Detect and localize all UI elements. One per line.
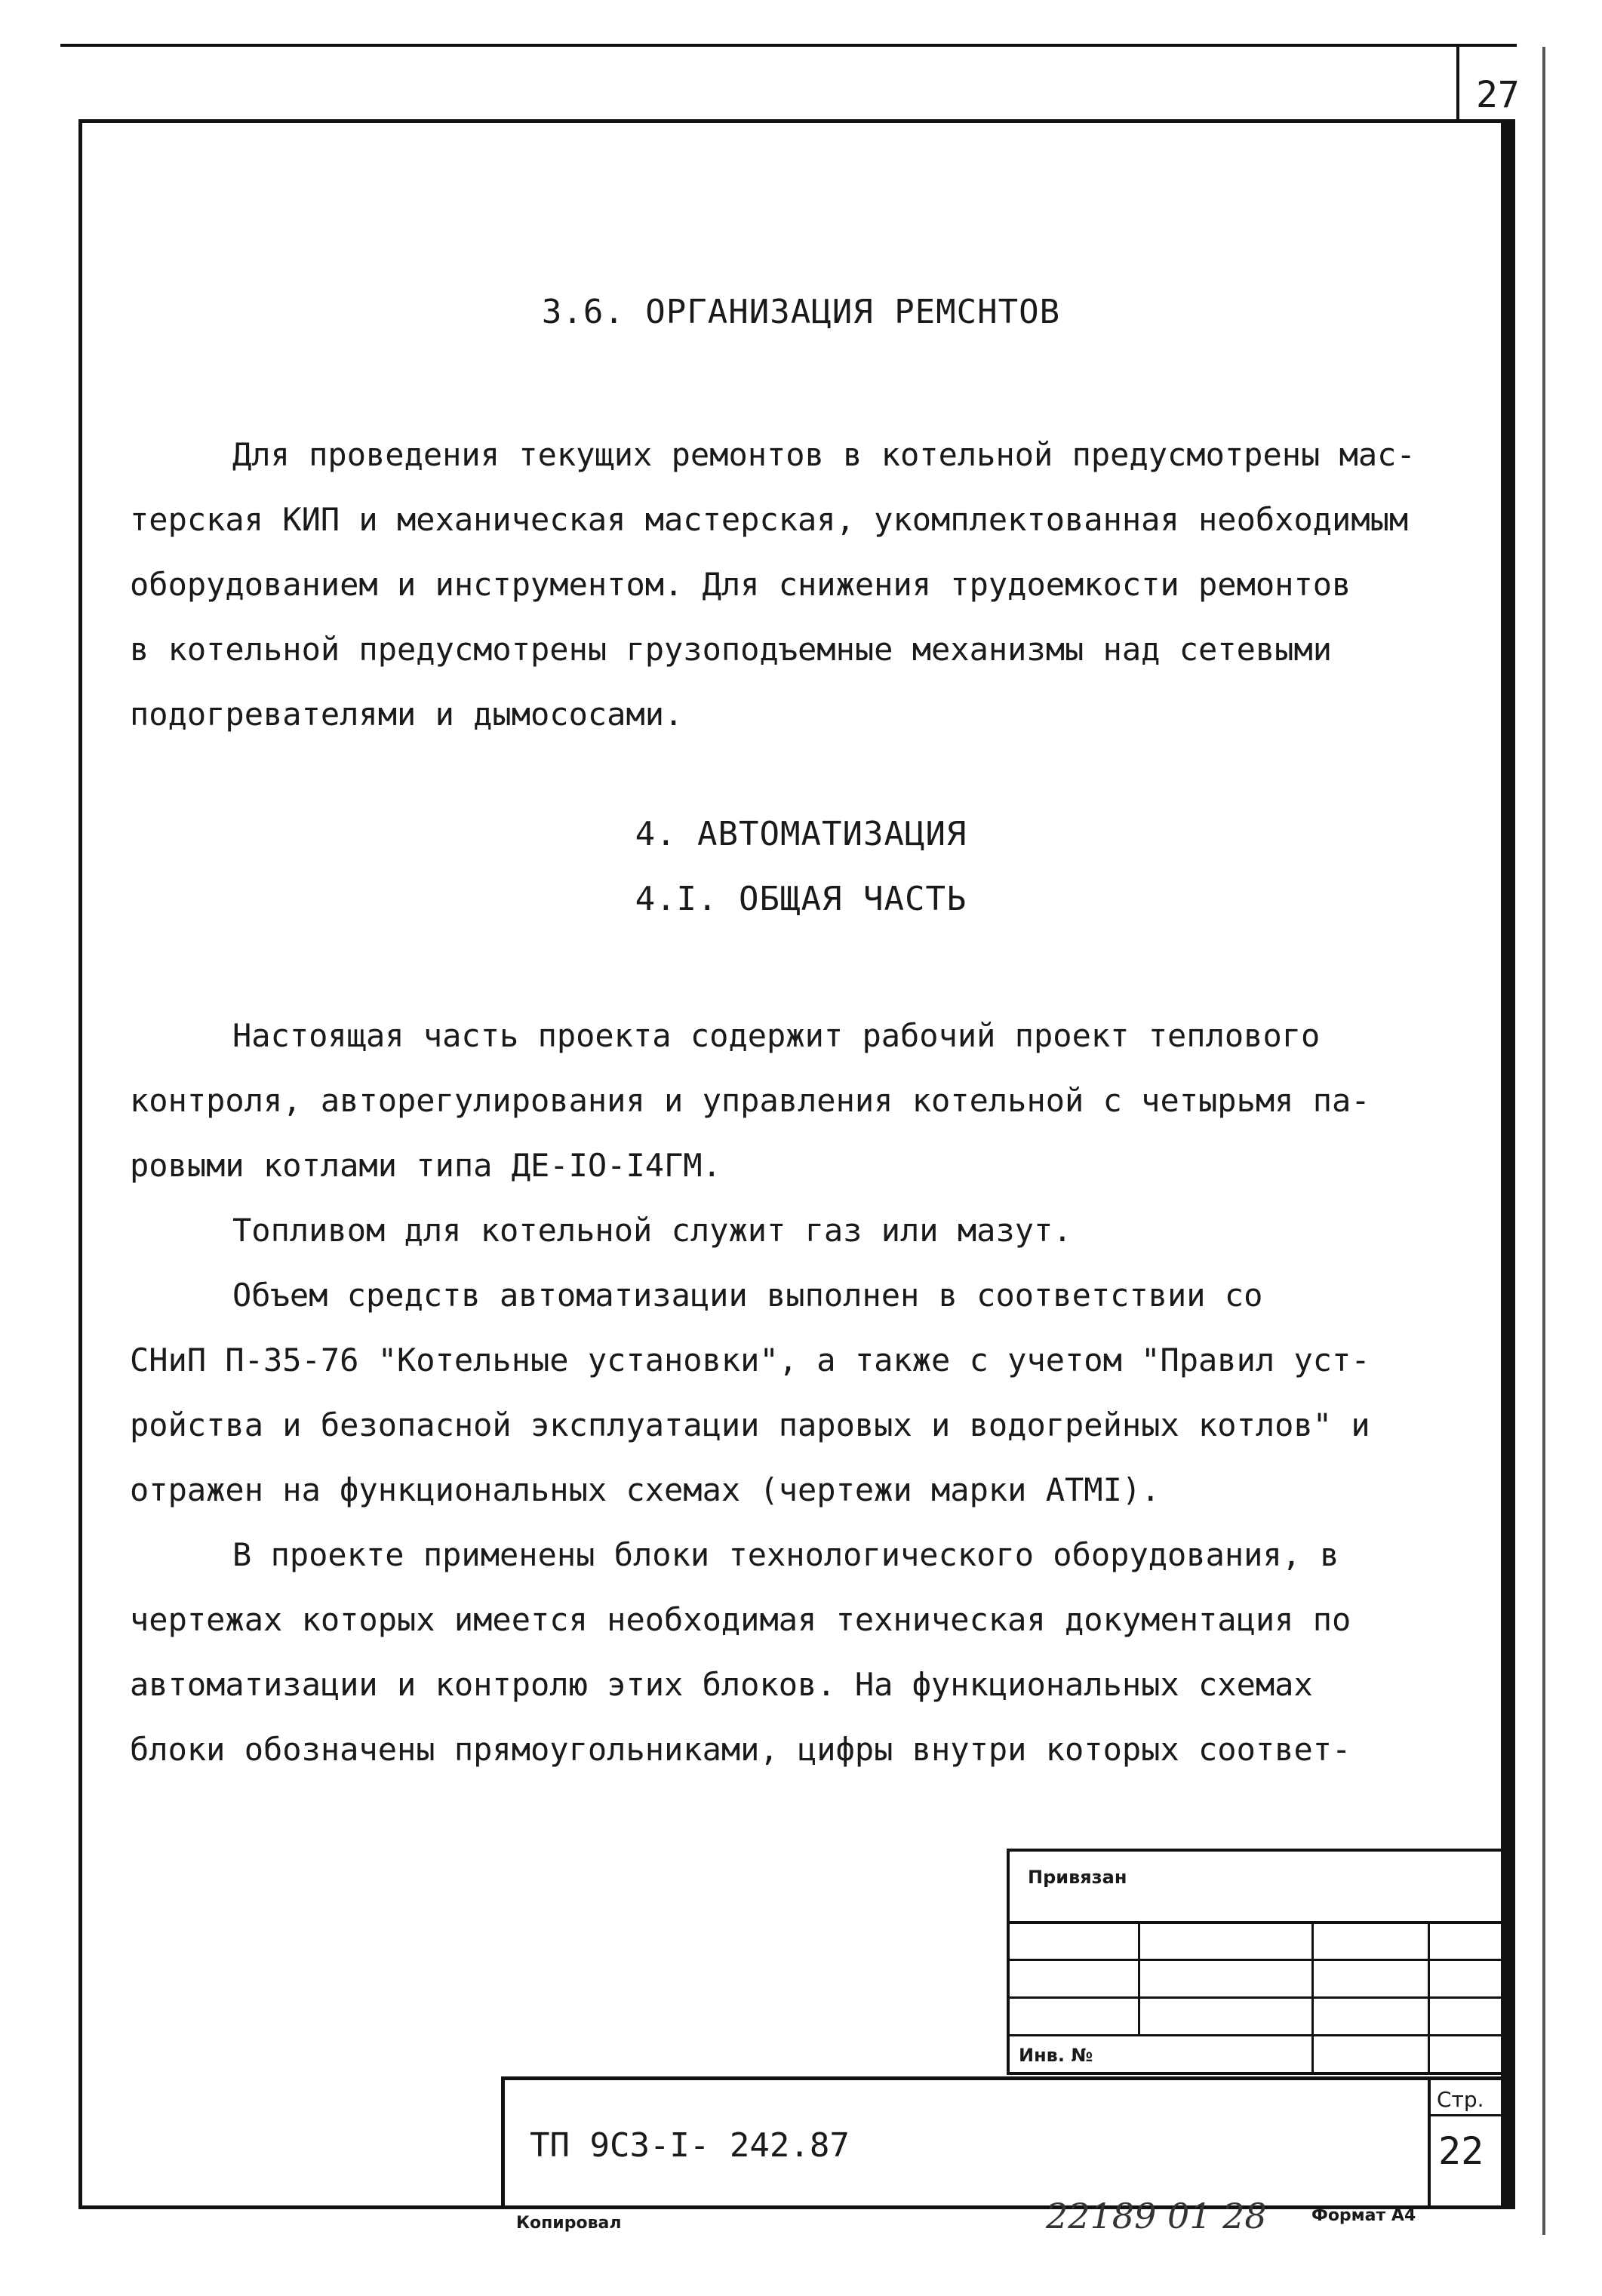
page-value: 22 bbox=[1438, 2129, 1484, 2173]
tb-vline bbox=[1428, 1921, 1430, 2075]
text-line: отражен на функциональных схемах (чертежи марки АТМI). bbox=[130, 1471, 1161, 1508]
tb-hline bbox=[1007, 1996, 1505, 1999]
section-4-1-text bbox=[130, 1004, 1488, 1782]
text-line: Топливом для котельной служит газ или мазут. bbox=[232, 1212, 1072, 1249]
text-line: автоматизации и контролю этих блоков. На функциональных схемах bbox=[130, 1666, 1313, 1703]
inv-number-label: Инв. № bbox=[1019, 2045, 1093, 2066]
tb-hline bbox=[1007, 1959, 1505, 1961]
tb-vline bbox=[1138, 1921, 1140, 2034]
text-line: Настоящая часть проекта содержит рабочий проект теплового bbox=[232, 1017, 1321, 1054]
page-label: Стр. bbox=[1437, 2087, 1484, 2112]
handwritten-number: 22189 01 28 bbox=[1046, 2196, 1267, 2236]
format-label: Формат А4 bbox=[1311, 2206, 1416, 2225]
page-cell-vline bbox=[1428, 2076, 1431, 2209]
document-code: ТП 9С3-I- 242.87 bbox=[530, 2126, 850, 2165]
page-number-top: 27 bbox=[1476, 74, 1520, 116]
text-line: блоки обозначены прямоугольниками, цифры внутри которых соответ- bbox=[130, 1731, 1351, 1768]
text-line: в котельной предусмотрены грузоподъемные механизмы над сетевыми bbox=[130, 631, 1333, 668]
text-line: подогревателями и дымососами. bbox=[130, 696, 684, 733]
text-line: ровыми котлами типа ДЕ-IO-I4ГМ. bbox=[130, 1147, 721, 1184]
far-right-rule bbox=[1542, 47, 1545, 2235]
page-cell-hline bbox=[1428, 2114, 1505, 2116]
text-line: чертежах которых имеется необходимая техническая документация по bbox=[130, 1601, 1351, 1638]
tb-hline bbox=[1007, 2034, 1505, 2036]
text-line: СНиП П-35-76 "Котельные установки", а также с учетом "Правил уст- bbox=[130, 1342, 1370, 1379]
text-line: Объем средств автоматизации выполнен в соответствии со bbox=[232, 1277, 1263, 1314]
tb-hline bbox=[1007, 1921, 1505, 1924]
text-line: контроля, авторегулирования и управления котельной с четырьмя па- bbox=[130, 1082, 1370, 1119]
page-number-box bbox=[1456, 47, 1545, 119]
privyazan-label: Привязан bbox=[1028, 1867, 1127, 1888]
text-line: ройства и безопасной эксплуатации паровых и водогрейных котлов" и bbox=[130, 1406, 1370, 1443]
title-block-upper bbox=[1007, 1849, 1505, 2075]
section-3-6-text bbox=[130, 423, 1488, 747]
text-line: В проекте применены блоки технологического оборудования, в bbox=[232, 1536, 1339, 1573]
tb-vline bbox=[1311, 1921, 1314, 2075]
copied-label: Копировал bbox=[516, 2214, 622, 2233]
text-line: оборудованием и инструментом. Для снижения трудоемкости ремонтов bbox=[130, 566, 1351, 603]
frame-right-border bbox=[1505, 119, 1515, 2209]
top-rule bbox=[60, 44, 1517, 47]
text-line: терская КИП и механическая мастерская, укомплектованная необходимым bbox=[130, 501, 1409, 538]
section-4-heading: 4. АВТОМАТИЗАЦИЯ bbox=[635, 815, 967, 853]
section-3-6-heading: 3.6. ОРГАНИЗАЦИЯ РЕМСНТОВ bbox=[541, 293, 1061, 331]
text-line: Для проведения текущих ремонтов в котельной предусмотрены мас- bbox=[232, 436, 1416, 473]
section-4-1-heading: 4.I. ОБЩАЯ ЧАСТЬ bbox=[635, 880, 967, 918]
